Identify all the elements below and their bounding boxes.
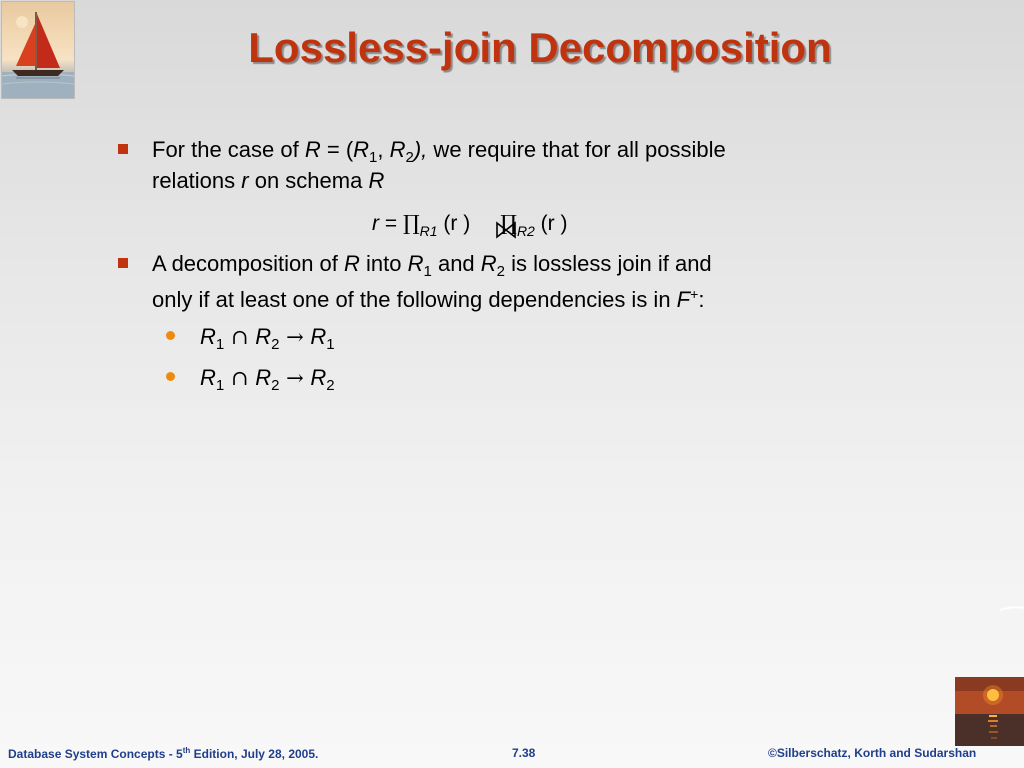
subscript: 1 <box>423 263 432 280</box>
subscript: 2 <box>405 149 414 166</box>
var-R1: R <box>407 251 424 276</box>
var-R: R <box>255 365 272 390</box>
var-R1: R <box>353 137 370 162</box>
superscript: + <box>690 286 699 302</box>
intersection-symbol: ∩ <box>224 325 256 349</box>
argument: (r ) <box>534 212 568 235</box>
var-R: R <box>368 168 385 193</box>
footer-right: ©Silberschatz, Korth and Sudarshan <box>768 746 977 760</box>
dot-bullet-icon <box>166 331 175 340</box>
footer-superscript: th <box>182 746 191 755</box>
subscript: R2 <box>516 223 535 239</box>
projection-join-formula <box>372 208 568 246</box>
subscript: 2 <box>326 377 335 394</box>
bullet2-line2 <box>152 279 704 315</box>
subscript: 1 <box>369 149 378 166</box>
var-F: F <box>676 287 691 312</box>
text: A decomposition of <box>152 251 345 276</box>
footer-page-number: 7.38 <box>512 746 536 760</box>
var-R: R <box>200 324 216 349</box>
equals: = <box>379 212 403 235</box>
var-R: R <box>310 324 327 349</box>
dot-bullet-icon <box>166 372 175 381</box>
sunset-image <box>955 677 1024 746</box>
text: = ( <box>320 137 354 162</box>
dependency-2 <box>200 362 335 401</box>
subscript: 1 <box>326 336 335 353</box>
var-R2: R <box>480 251 497 276</box>
dependency-1 <box>200 321 335 360</box>
footer-left <box>8 746 318 761</box>
var-R: R <box>344 251 360 276</box>
natural-join-icon <box>495 218 517 236</box>
projection-symbol: ∏ <box>402 211 420 235</box>
text: we require that for all possible <box>427 137 726 162</box>
horizon-glint-decoration <box>1000 604 1024 614</box>
var-R2: R <box>389 137 406 162</box>
footer-text: Database System Concepts - 5 <box>8 747 183 761</box>
subscript: R1 <box>419 223 438 239</box>
text: and <box>431 251 481 276</box>
slide-title: Lossless-join Decomposition <box>248 24 832 71</box>
footer-text: Edition, July 28, 2005. <box>190 747 319 761</box>
var-r: r <box>241 168 249 193</box>
text: relations <box>152 168 242 193</box>
subscript: 2 <box>496 263 506 280</box>
sunset-icon <box>955 677 1024 746</box>
text: , <box>377 137 390 162</box>
text: ), <box>413 137 428 162</box>
text: is lossless join if and <box>505 251 712 276</box>
projection-symbol: ∏ <box>500 211 517 235</box>
subscript: 2 <box>271 377 280 394</box>
var-R: R <box>304 137 321 162</box>
arrow-symbol: → <box>279 366 311 390</box>
argument: (r ) <box>437 212 471 235</box>
text: : <box>698 287 705 312</box>
text: into <box>359 251 408 276</box>
subscript: 2 <box>271 336 280 353</box>
text: on schema <box>248 168 369 193</box>
subscript: 1 <box>215 377 225 394</box>
intersection-symbol: ∩ <box>224 366 256 390</box>
subscript: 1 <box>215 336 225 353</box>
text: For the case of <box>152 137 305 162</box>
var-R: R <box>200 365 216 390</box>
square-bullet-icon <box>118 258 128 268</box>
var-R: R <box>310 365 327 390</box>
bullet1-line2 <box>152 165 384 196</box>
var-R: R <box>255 324 272 349</box>
text: only if at least one of the following dependencies is in <box>152 287 677 312</box>
var-r: r <box>372 212 379 235</box>
square-bullet-icon <box>118 144 128 154</box>
arrow-symbol: → <box>279 325 311 349</box>
